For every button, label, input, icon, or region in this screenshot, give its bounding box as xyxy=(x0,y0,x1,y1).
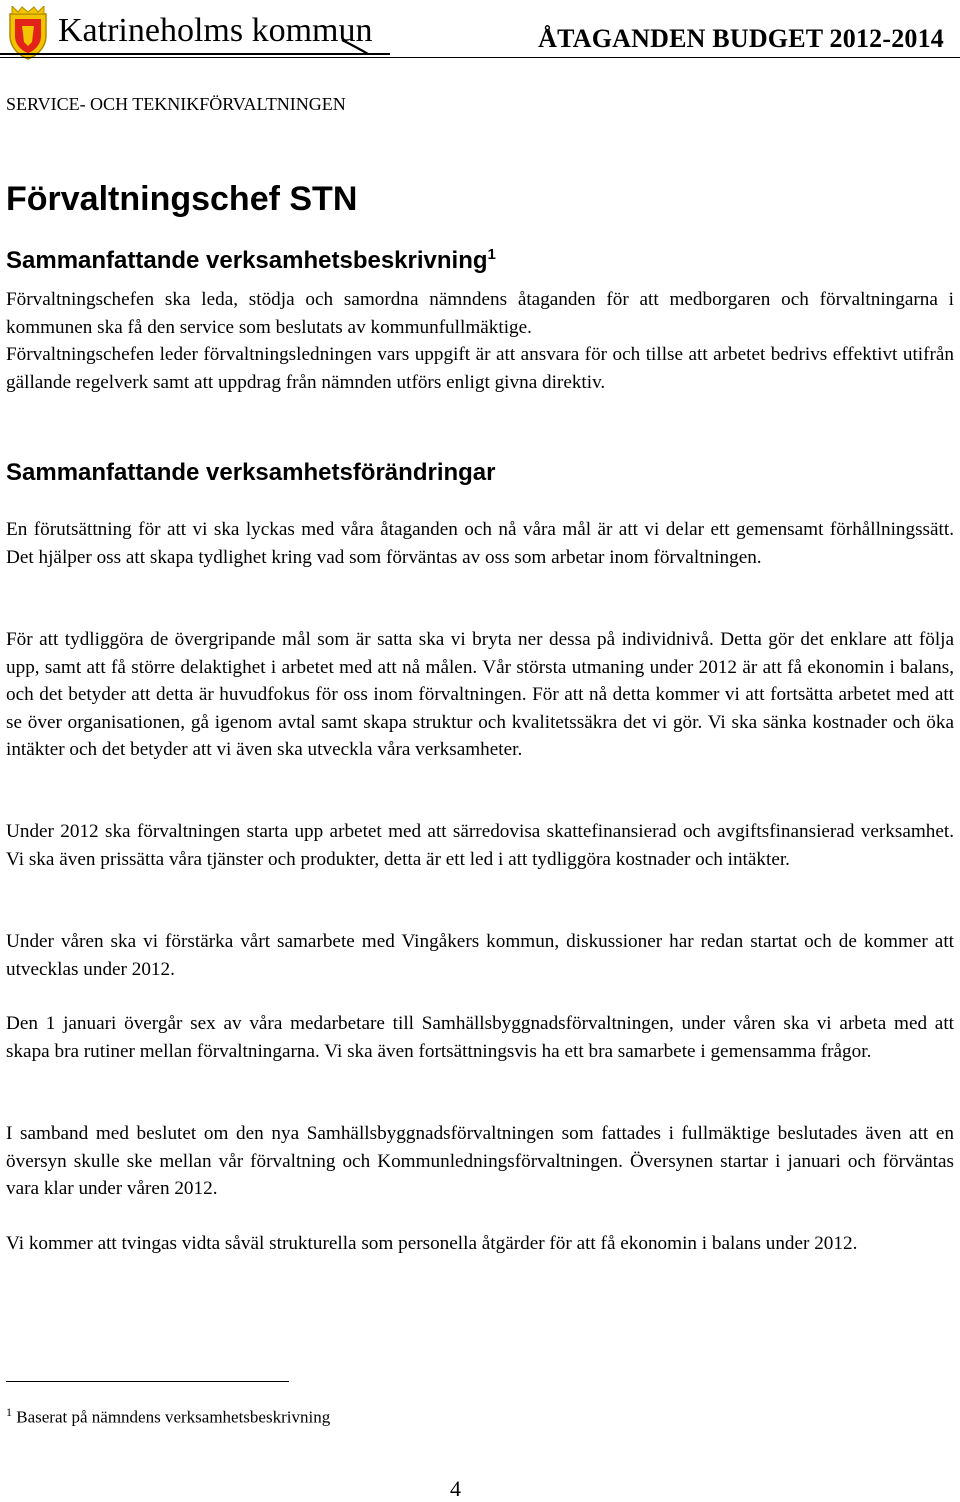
department-name: SERVICE- OCH TEKNIKFÖRVALTNINGEN xyxy=(6,94,346,114)
document-title: ÅTAGANDEN BUDGET 2012-2014 xyxy=(538,24,944,53)
footnote-divider xyxy=(6,1381,289,1382)
brand-name xyxy=(58,8,372,54)
paragraph: Förvaltningschefen ska leda, stödja och samordna nämndens åtaganden för att medborgaren och förvaltningarna i kommunen ska få den service som beslutats av kommunfullmäktige. xyxy=(6,289,954,338)
footnote xyxy=(6,1405,330,1428)
paragraph: Under 2012 ska förvaltningen starta upp arbetet med att särredovisa skattefinansierad och avgiftsfinansierad verksamhet. Vi ska även prissätta våra tjänster och produkter, detta är ett led i att tydliggöra kostnader och intäkter. xyxy=(6,821,954,870)
paragraph: För att tydliggöra de övergripande mål som är satta ska vi bryta ner dessa på individnivå. Detta gör det enklare att följa upp, samt att få större delaktighet i arbetet med att nå målen. Vår största utmaning under 2012 är att få ekonomin i balans, och det betyder att detta är huvudfokus för oss inom förvaltningen. För att nå detta kommer vi att fortsätta arbetet med att se över organisationen, gå igenom avtal samt skapa struktur och kvalitetssäkra det vi gör. Vi ska sänka kostnader och öka intäkter och det betyder att vi även ska utveckla våra verksamheter. xyxy=(6,629,954,760)
paragraph: Under våren ska vi förstärka vårt samarbete med Vingåkers kommun, diskussioner har redan startat och de kommer att utvecklas under 2012. xyxy=(6,931,954,980)
footnote-reference: 1 xyxy=(487,246,496,263)
paragraph: Vi kommer att tvingas vidta såväl strukturella som personella åtgärder för att få ekonomin i balans under 2012. xyxy=(6,1233,858,1254)
paragraph: I samband med beslutet om den nya Samhällsbyggnadsförvaltningen som fattades i fullmäktige beslutades även att en översyn skulle ske mellan vår förvaltning och Kommunledningsförvaltningen. Översynen startar i januari och förväntas vara klar under våren 2012. xyxy=(6,1123,954,1199)
paragraph: Förvaltningschefen leder förvaltningsledningen vars uppgift är att ansvara för och tillse att arbetet bedrivs effektivt utifrån gällande regelverk samt att uppdrag från nämnden utförs enligt givna direktiv. xyxy=(6,344,954,393)
section-heading-text: Sammanfattande verksamhetsbeskrivning xyxy=(6,247,488,274)
brand-text: Katrineholms kommun xyxy=(58,12,373,49)
brand-underline xyxy=(0,53,390,55)
page-title: Förvaltningschef STN xyxy=(6,180,358,218)
footnote-number: 1 xyxy=(6,1405,12,1419)
paragraph: En förutsättning för att vi ska lyckas med våra åtaganden och nå våra mål är att vi delar ett gemensamt förhållningssätt. Det hjälper oss att skapa tydlighet kring vad som förväntas av oss som arbetar inom förvaltningen. xyxy=(6,519,954,568)
page-number: 4 xyxy=(450,1476,461,1501)
header-divider xyxy=(0,57,960,58)
municipality-logo xyxy=(6,6,50,60)
section-heading-description xyxy=(6,246,496,275)
paragraph: Den 1 januari övergår sex av våra medarbetare till Samhällsbyggnadsförvaltningen, under våren ska vi arbeta med att skapa bra rutiner mellan förvaltningarna. Vi ska även fortsättningsvis ha ett bra samarbete i gemensamma frågor. xyxy=(6,1013,954,1062)
coat-of-arms-icon xyxy=(6,6,50,60)
footnote-text: Baserat på nämndens verksamhetsbeskrivning xyxy=(16,1407,331,1427)
section-heading-changes: Sammanfattande verksamhetsförändringar xyxy=(6,459,496,486)
